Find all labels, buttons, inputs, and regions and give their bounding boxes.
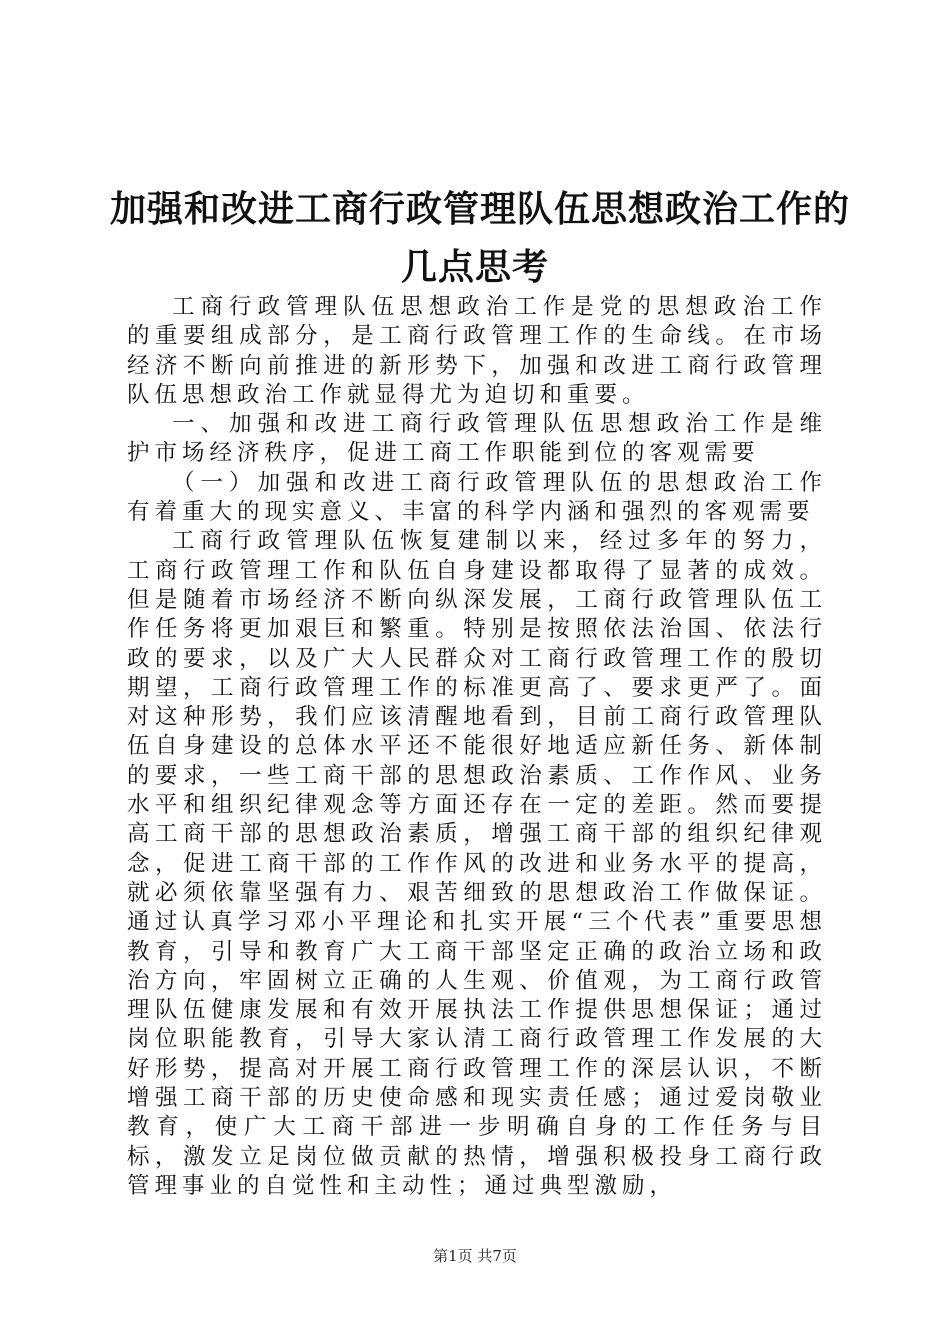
section-heading-1: 一、加强和改进工商行政管理队伍思想政治工作是维护市场经济秩序，促进工商工作职能到位的客观需要 [127,411,827,467]
page-footer: 第1页 共7页 [433,1247,517,1265]
paragraph-intro: 工商行政管理队伍思想政治工作是党的思想政治工作的重要组成部分，是工商行政管理工作的生命线。在市场经济不断向前推进的新形势下，加强和改进工商行政管理队伍思想政治工作就显得尤为迫切和重要。 [127,294,827,408]
paragraph-body: 工商行政管理队伍恢复建制以来，经过多年的努力，工商行政管理工作和队伍自身建设都取得了显著的成效。但是随着市场经济不断向纵深发展，工商行政管理队伍工作任务将更加艰巨和繁重。特别是按照依法治国、依法行政的要求，以及广大人民群众对工商行政管理工作的殷切期望，工商行政管理工作的标准更高了、要求更严了。面对这种形势，我们应该清醒地看到，目前工商行政管理队伍自身建设的总体水平还不能很好地适应新任务、新体制的要求，一些工商干部的思想政治素质、工作作风、业务水平和组织纪律观念等方面还存在一定的差距。然而要提高工商干部的思想政治素质，增强工商干部的组织纪律观念，促进工商干部的工作作风的改进和业务水平的提高，就必须依靠坚强有力、艰苦细致的思想政治工作做保证。通过认真学习邓小平理论和扎实开展“三个代表”重要思想教育，引导和教育广大工商干部坚定正确的政治立场和政治方向，牢固树立正确的人生观、价值观，为工商行政管理队伍健康发展和有效开展执法工作提供思想保证；通过岗位职能教育，引导大家认清工商行政管理工作发展的大好形势，提高对开展工商行政管理工作的深层认识，不断增强工商干部的历史使命感和现实责任感；通过爱岗敬业教育，使广大工商干部进一步明确自身的工作任务与目标，激发立足岗位做贡献的热情，增强积极投身工商行政管理事业的自觉性和主动性；通过典型激励， [127,528,827,1199]
document-title-line-2: 几点思考 [400,246,549,288]
document-title-line-1: 加强和改进工商行政管理队伍思想政治工作的 [110,188,851,230]
document-body [127,293,827,1201]
subsection-heading-1: （一）加强和改进工商行政管理队伍的思想政治工作有着重大的现实意义、丰富的科学内涵和强烈的客观需要 [127,469,827,526]
